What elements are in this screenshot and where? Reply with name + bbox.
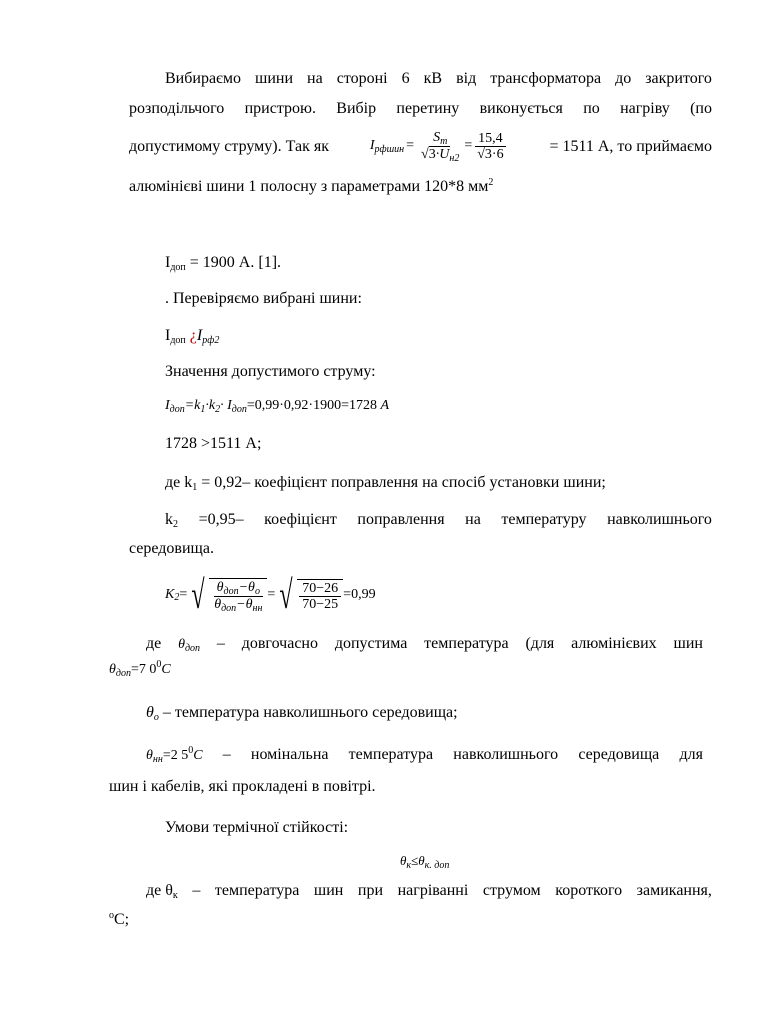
para1-word: трансформатора [490,70,602,87]
theta-dop-word: температура [424,635,509,652]
formula-unit: C [193,748,203,763]
theta-nn-word: номінальна [250,746,329,763]
k2-prefix: k [165,511,173,528]
theta-dop-symbol [178,637,200,654]
formula-subscript: нн [252,602,263,614]
formula-subscript: к. доп [424,860,450,871]
formula-symbol: θ [216,579,224,595]
theta-nn-word: температура [348,746,434,763]
formula-symbol: ·6 [491,147,504,162]
formula-operator: = [267,586,276,602]
para1-word: виконується [479,100,563,117]
formula-subscript: т [440,136,448,147]
para1-word: на [307,70,323,87]
theta-o-description: – температура навколишнього середовища; [158,704,458,721]
theta-dop-word: шин [673,635,703,652]
para1-line3-start: допустимому струму). Так як [129,137,330,155]
formula-symbol: I [369,138,375,154]
para1-line1 [165,69,712,88]
formula-subscript: 2 [215,404,221,415]
theta-k-word: шин [313,882,344,899]
formula-symbol: θ [400,853,407,868]
check-line: . Перевіряємо вибрані шини: [165,290,362,307]
fraction-denominator: 70−25 [302,596,339,612]
formula-symbol: θ [146,748,153,763]
formula-symbol: θ [418,853,425,868]
idop-formula [165,398,389,415]
theta-k-word: температура [214,882,300,899]
formula-subscript: 2 [174,592,180,603]
para1-word: Вибираємо [165,70,242,87]
formula-subscript: доп [184,643,201,654]
formula-symbol: −θ [238,579,255,595]
formula-symbol: θ [178,637,185,652]
para1-word: кВ [423,70,443,87]
formula-value: =2 5 [162,748,189,763]
theta-k-cont [109,910,129,929]
superscript: 0 [188,745,194,756]
para1-word: Вибір [336,100,377,117]
subscript: доп [170,335,186,346]
para1-word: (по [690,100,712,117]
para1-word: по [583,100,600,117]
formula-symbol: K [165,586,175,602]
subscript: рф2 [202,335,220,346]
formula-operator: ≤ [411,853,419,868]
para1-word: пристрою. [244,100,316,117]
formula-subscript: доп [169,404,185,415]
idop-value: = 1900 А. [1]. [185,254,282,271]
formula-value: =0,99·0,92·1900=1728 [246,398,377,413]
idop-line [165,253,281,272]
superscript: 0 [156,659,162,670]
subscript: 2 [173,519,178,530]
para1-word: розподільчого [129,100,225,117]
theta-nn-symbol [146,745,203,765]
fraction-2: $\frac{15,4}{√3\cdot 6}$ [474,131,506,162]
formula-subscript: к [406,860,412,871]
formula-symbol: S [433,130,441,145]
formula-unit: C [161,662,171,677]
formula-subscript: о [153,712,159,723]
k2-word: навколишнього [607,511,712,528]
para1-line3 [129,130,712,163]
formula-subscript: 1 [200,404,206,415]
current-symbol: I [165,327,171,344]
para1-word: перетину [396,100,460,117]
para1-line3-end: = 1511 А, то приймаємо [549,137,712,155]
k2-line-cont: середовища. [129,540,214,557]
para1-word: нагріву [620,100,670,117]
theta-k-prefix: де θ [146,882,173,899]
value-title: Значення допустимого струму: [165,363,376,380]
para1-line4 [129,177,493,196]
formula-symbol: θ [146,704,154,721]
formula-result: =0,99 [343,586,376,602]
theta-nn-word: навколишнього [453,746,559,763]
theta-dop-word: допустима [334,635,408,652]
theta-nn-cont: шин і кабелів, які прокладені в повітрі. [109,778,376,795]
para1-word: 6 [401,70,410,87]
current-symbol: I [196,327,203,344]
formula-symbol: · I [220,398,232,413]
result-line: 1728 >1511 А; [165,435,262,452]
theta-nn-word: для [679,746,703,763]
current-formula [370,130,509,163]
para1-word: стороні [336,70,388,87]
formula-subscript: доп [231,404,247,415]
k1-prefix: де k [165,474,193,491]
para1-word: шини [255,70,294,87]
superscript: о [109,910,114,921]
theta-k-word: нагріванні [397,882,469,899]
subscript: к [172,890,178,901]
formula-subscript: о [254,585,260,597]
para1-line2 [129,99,712,118]
formula-subscript: н2 [449,153,460,164]
formula-operator: = [179,586,188,602]
theta-nn-word: середовища [578,746,660,763]
theta-o-line [146,703,458,722]
k2-formula [165,572,376,617]
formula-subscript: доп [115,668,131,679]
theta-dop-prefix: де [146,635,162,652]
sqrt-1: √ $\frac{\theta_{доп}-\theta_о}{\theta_{доп}-\theta_{нн}}$ [187,575,267,615]
k2-word: на [465,511,481,528]
compare-line [165,326,219,345]
formula-symbol: =k [184,398,201,413]
superscript: 2 [488,177,494,188]
theta-dop-word: алюмінієвих [571,635,657,652]
para1-word: до [615,70,632,87]
formula-symbol: θ [214,596,222,612]
para1-word: закритого [645,70,712,87]
formula-symbol: I [165,398,170,413]
subscript: доп [170,262,186,273]
formula-subscript: нн [152,754,163,765]
formula-subscript: доп [223,585,239,597]
k1-description: = 0,92– коефіцієнт поправлення на спосіб установки шини; [197,474,606,491]
theta-dop-word: – [216,635,225,652]
theta-k-word: струмом [482,882,541,899]
fraction-1: $\frac{S_т}{√3\cdot U_{н2}}$ [421,130,460,164]
para1-word: від [456,70,477,87]
para1-line4-text: алюмінієві шини 1 полосну з параметрами 120*8 мм [129,178,489,195]
unit-text: С; [114,911,130,928]
k1-line [165,473,606,492]
formula-value: =7 0 [130,662,157,677]
theta-k-word: замикання, [636,882,712,899]
theta-nn-line [146,745,703,765]
fraction-numerator: 15,4 [475,131,506,147]
formula-operator: = [464,138,473,154]
formula-symbol: −θ [236,596,253,612]
theta-k-line [146,881,712,900]
k2-word: коефіцієнт [264,511,337,528]
formula-symbol: ·k [205,398,216,413]
k2-line [165,510,712,529]
thermal-title: Умови термічної стійкості: [165,819,349,836]
thermal-formula [400,853,449,869]
theta-dop-cont [109,659,171,679]
subscript: 1 [192,482,198,493]
theta-dop-word: (для [525,635,555,652]
radicand: 3 [484,147,492,162]
theta-k-label [146,881,178,900]
formula-operator: = [406,138,415,154]
theta-k-word: – [192,882,201,899]
k2-word: =0,95– [198,511,244,528]
k2-word: поправлення [357,511,445,528]
sqrt-2: √ $\frac{70-26}{70-25}$ [275,575,343,615]
formula-symbol: ·U [435,147,450,162]
radicand: 3 [428,147,436,162]
theta-dop-line [146,634,703,654]
formula-unit: A [380,398,390,413]
theta-k-word: короткого [555,882,623,899]
current-symbol: I [165,254,171,271]
k2-word: температуру [501,511,587,528]
formula-subscript: рфшин [374,143,405,155]
theta-nn-word: – [222,746,231,763]
k2-label [165,510,178,529]
formula-symbol: θ [109,662,116,677]
theta-dop-word: довгочасно [241,635,318,652]
formula-subscript: доп [221,602,237,614]
fraction-numerator: 70−26 [299,581,341,597]
theta-k-word: при [357,882,384,899]
comparison-symbol: ¿ [189,327,197,344]
